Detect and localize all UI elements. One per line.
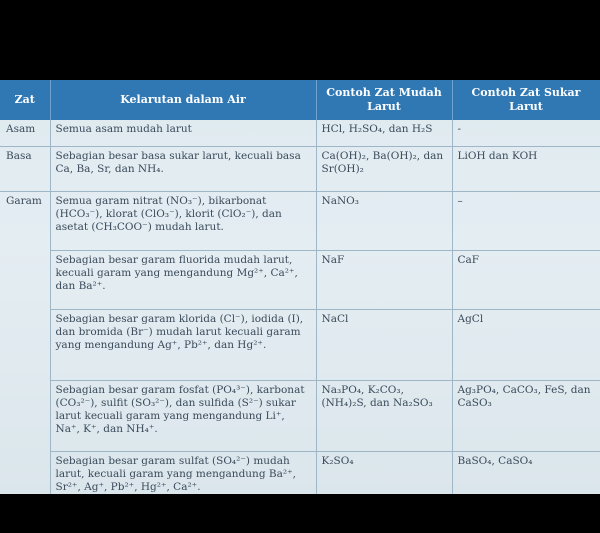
- cell-sukar-larut: BaSO₄, CaSO₄: [452, 452, 600, 495]
- cell-sukar-larut: LiOH dan KOH: [452, 147, 600, 192]
- cell-kelarutan: Sebagian besar garam fosfat (PO₄³⁻), karbonat (CO₃²⁻), sulfit (SO₃²⁻), dan sulfida (S²⁻) sukar larut kecuali garam yang mengandung Li⁺, Na⁺, K⁺, dan NH₄⁺.: [50, 381, 316, 452]
- table-row: [0, 310, 600, 381]
- cell-zat: Basa: [0, 147, 50, 192]
- cell-mudah-larut: HCl, H₂SO₄, dan H₂S: [316, 120, 452, 147]
- cell-zat: [0, 381, 50, 452]
- table-row: [0, 120, 600, 147]
- cell-sukar-larut: CaF: [452, 251, 600, 310]
- table-row: [0, 381, 600, 452]
- cell-sukar-larut: –: [452, 192, 600, 251]
- solubility-table: [0, 80, 600, 494]
- cell-kelarutan: Semua garam nitrat (NO₃⁻), bikarbonat (HCO₃⁻), klorat (ClO₃⁻), klorit (ClO₂⁻), dan asetat (CH₃COO⁻) mudah larut.: [50, 192, 316, 251]
- header-sukar-larut: Contoh Zat Sukar Larut: [452, 80, 600, 120]
- cell-mudah-larut: NaF: [316, 251, 452, 310]
- cell-mudah-larut: NaNO₃: [316, 192, 452, 251]
- cell-zat: Garam: [0, 192, 50, 251]
- cell-kelarutan: Sebagian besar garam fluorida mudah larut, kecuali garam yang mengandung Mg²⁺, Ca²⁺, dan Ba²⁺.: [50, 251, 316, 310]
- cell-kelarutan: Sebagian besar basa sukar larut, kecuali basa Ca, Ba, Sr, dan NH₄.: [50, 147, 316, 192]
- table-row: [0, 147, 600, 192]
- table-row: [0, 192, 600, 251]
- table-photo: [0, 80, 600, 494]
- cell-sukar-larut: AgCl: [452, 310, 600, 381]
- cell-zat: [0, 251, 50, 310]
- header-mudah-larut: Contoh Zat Mudah Larut: [316, 80, 452, 120]
- cell-zat: [0, 310, 50, 381]
- table-header: [0, 80, 600, 120]
- table-row: [0, 452, 600, 495]
- cell-mudah-larut: Na₃PO₄, K₂CO₃, (NH₄)₂S, dan Na₂SO₃: [316, 381, 452, 452]
- cell-sukar-larut: Ag₃PO₄, CaCO₃, FeS, dan CaSO₃: [452, 381, 600, 452]
- cell-kelarutan: Semua asam mudah larut: [50, 120, 316, 147]
- cell-zat: Asam: [0, 120, 50, 147]
- cell-zat: [0, 452, 50, 495]
- cell-mudah-larut: NaCl: [316, 310, 452, 381]
- header-zat: Zat: [0, 80, 50, 120]
- header-kelarutan: Kelarutan dalam Air: [50, 80, 316, 120]
- cell-kelarutan: Sebagian besar garam klorida (Cl⁻), iodida (I), dan bromida (Br⁻) mudah larut kecuali garam yang mengandung Ag⁺, Pb²⁺, dan Hg²⁺.: [50, 310, 316, 381]
- cell-sukar-larut: -: [452, 120, 600, 147]
- cell-mudah-larut: K₂SO₄: [316, 452, 452, 495]
- cell-mudah-larut: Ca(OH)₂, Ba(OH)₂, dan Sr(OH)₂: [316, 147, 452, 192]
- table-row: [0, 251, 600, 310]
- cell-kelarutan: Sebagian besar garam sulfat (SO₄²⁻) mudah larut, kecuali garam yang mengandung Ba²⁺, Sr²⁺, Ag⁺, Pb²⁺, Hg²⁺, Ca²⁺.: [50, 452, 316, 495]
